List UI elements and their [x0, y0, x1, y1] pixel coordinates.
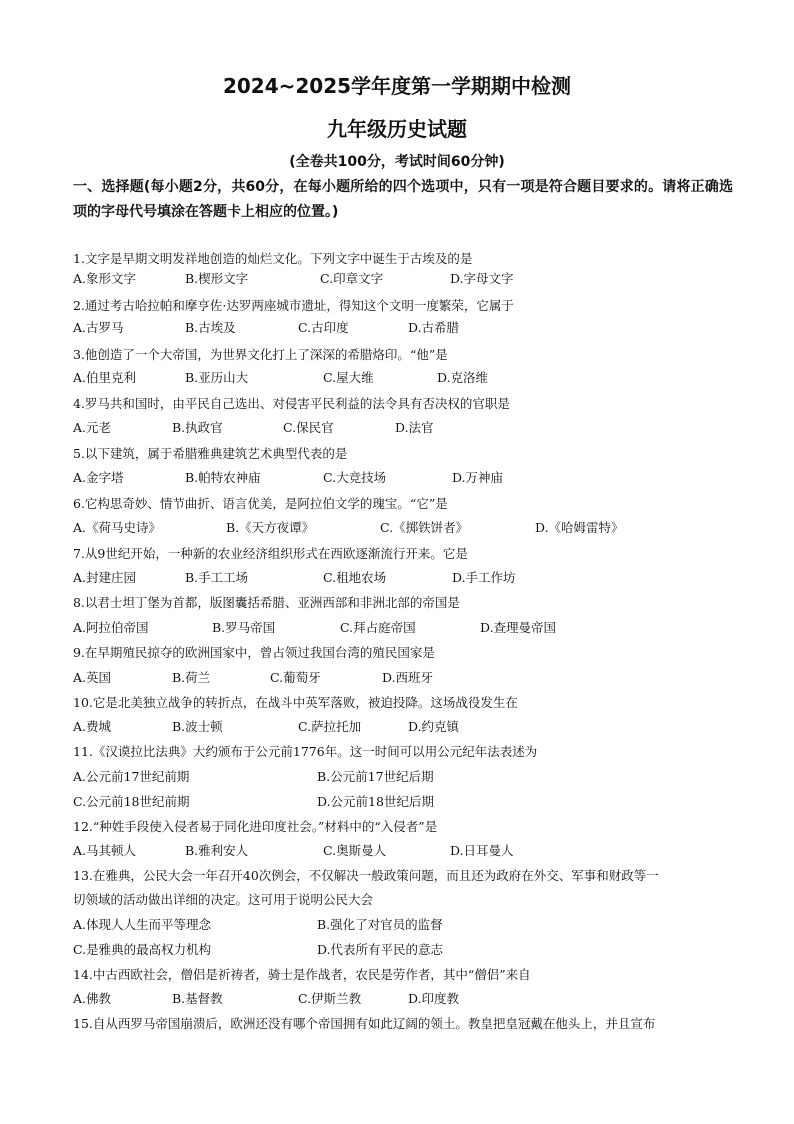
- answer-option: D.万神庙: [452, 470, 504, 485]
- question-stem: 1.文字是早期文明发祥地创造的灿烂文化。下列文字中诞生于古埃及的是: [73, 251, 473, 266]
- answer-option: A.古罗马: [73, 320, 124, 335]
- answer-option: C.租地农场: [323, 570, 387, 585]
- answer-option: C.古印度: [298, 320, 349, 335]
- answer-option: D.代表所有平民的意志: [317, 942, 444, 957]
- question-stem: 3.他创造了一个大帝国，为世界文化打上了深深的希腊烙印。“他”是: [73, 347, 448, 362]
- question-stem: 7.从9世纪开始，一种新的农业经济组织形式在西欧逐渐流行开来。它是: [73, 546, 468, 561]
- answer-option: D.手工作坊: [452, 570, 516, 585]
- answer-option: C.萨拉托加: [298, 719, 362, 734]
- question-stem: 9.在早期殖民掠夺的欧洲国家中，曾占领过我国台湾的殖民国家是: [73, 645, 435, 660]
- answer-option: C.屋大维: [323, 370, 374, 385]
- answer-option: B.波士顿: [172, 719, 223, 734]
- answer-option: D.西班牙: [382, 670, 434, 685]
- answer-option: B.执政官: [172, 420, 223, 435]
- question-stem: 5.以下建筑，属于希腊雅典建筑艺术典型代表的是: [73, 446, 348, 461]
- answer-option: B.楔形文字: [185, 271, 249, 286]
- question-stem: 13.在雅典，公民大会一年召开40次例会，不仅解决一般政策问题，而且还为政府在外交、军事和财政等一: [73, 868, 659, 883]
- answer-option: B.古埃及: [185, 320, 236, 335]
- answer-option: B.亚历山大: [185, 370, 249, 385]
- answer-option: C.伊斯兰教: [298, 991, 362, 1006]
- answer-option: D.古希腊: [408, 320, 460, 335]
- answer-option: A.费城: [73, 719, 112, 734]
- answer-option: A.金字塔: [73, 470, 124, 485]
- answer-option: D.查理曼帝国: [480, 620, 557, 635]
- answer-option: D.印度教: [408, 991, 460, 1006]
- question-stem: 8.以君士坦丁堡为首都，版图囊括希腊、亚洲西部和非洲北部的帝国是: [73, 595, 460, 610]
- question-stem: 15.自从西罗马帝国崩溃后，欧洲还没有哪个帝国拥有如此辽阔的领土。教皇把皇冠戴在他头上，并且宣布: [73, 1016, 656, 1031]
- answer-option: C.拜占庭帝国: [340, 620, 416, 635]
- answer-option: A.阿拉伯帝国: [73, 620, 149, 635]
- answer-option: C.葡萄牙: [270, 670, 321, 685]
- answer-option: A.伯里克利: [73, 370, 137, 385]
- answer-option: A.《荷马史诗》: [73, 520, 162, 535]
- answer-option: D.公元前18世纪后期: [317, 794, 434, 809]
- answer-option: D.克洛维: [437, 370, 489, 385]
- answer-option: B.雅利安人: [185, 843, 249, 858]
- answer-option: A.马其顿人: [73, 843, 137, 858]
- answer-option: A.佛教: [73, 991, 112, 1006]
- answer-option: A.英国: [73, 670, 112, 685]
- question-stem: 4.罗马共和国时，由平民自己选出、对侵害平民利益的法令具有否决权的官职是: [73, 396, 510, 411]
- answer-option: C.是雅典的最高权力机构: [73, 942, 212, 957]
- answer-option: C.奥斯曼人: [323, 843, 387, 858]
- question-stem: 10.它是北美独立战争的转折点，在战斗中英军落败，被迫投降。这场战役发生在: [73, 695, 518, 710]
- answer-option: C.保民官: [283, 420, 334, 435]
- answer-option: A.象形文字: [73, 271, 137, 286]
- answer-option: D.约克镇: [408, 719, 460, 734]
- answer-option: B.帕特农神庙: [185, 470, 261, 485]
- answer-option: B.《天方夜谭》: [226, 520, 315, 535]
- exam-title: 2024~2025学年度第一学期期中检测: [222, 74, 572, 98]
- exam-subtitle: 九年级历史试题: [327, 117, 467, 141]
- answer-option: C.《掷铁饼者》: [380, 520, 469, 535]
- answer-option: C.公元前18世纪前期: [73, 794, 190, 809]
- question-stem: 6.它构思奇妙、情节曲折、语言优美，是阿拉伯文学的瑰宝。“它”是: [73, 496, 448, 511]
- question-stem-continued: 切领域的活动做出详细的决定。这可用于说明公民大会: [73, 892, 374, 907]
- answer-option: A.封建庄园: [73, 570, 137, 585]
- answer-option: D.法官: [395, 420, 434, 435]
- exam-note: (全卷共100分，考试时间60分钟): [289, 154, 505, 170]
- answer-option: A.元老: [73, 420, 112, 435]
- answer-option: C.印章文字: [320, 271, 384, 286]
- answer-option: D.《哈姆雷特》: [535, 520, 624, 535]
- answer-option: A.公元前17世纪前期: [73, 769, 190, 784]
- answer-option: B.罗马帝国: [212, 620, 276, 635]
- answer-option: B.公元前17世纪后期: [317, 769, 434, 784]
- answer-option: B.强化了对官员的监督: [317, 917, 443, 932]
- section-heading: 一、选择题(每小题2分，共60分，在每小题所给的四个选项中，只有一项是符合题目要求的。请将正确选项的字母代号填涂在答题卡上相应的位置。): [73, 179, 733, 220]
- answer-option: B.荷兰: [172, 670, 211, 685]
- answer-option: D.字母文字: [450, 271, 514, 286]
- answer-option: D.日耳曼人: [450, 843, 514, 858]
- answer-option: B.手工工场: [185, 570, 249, 585]
- question-stem: 12.“种姓手段使入侵者易于同化进印度社会。”材料中的“入侵者”是: [73, 819, 438, 834]
- question-stem: 14.中古西欧社会，僧侣是祈祷者，骑士是作战者，农民是劳作者，其中“僧侣”来自: [73, 967, 531, 982]
- answer-option: B.基督教: [172, 991, 223, 1006]
- answer-option: C.大竞技场: [323, 470, 387, 485]
- question-stem: 11.《汉谟拉比法典》大约颁布于公元前1776年。这一时间可以用公元纪年法表述为: [73, 744, 538, 759]
- question-stem: 2.通过考古哈拉帕和摩亨佐·达罗两座城市遗址，得知这个文明一度繁荣，它属于: [73, 298, 514, 313]
- answer-option: A.体现人人生而平等理念: [73, 917, 212, 932]
